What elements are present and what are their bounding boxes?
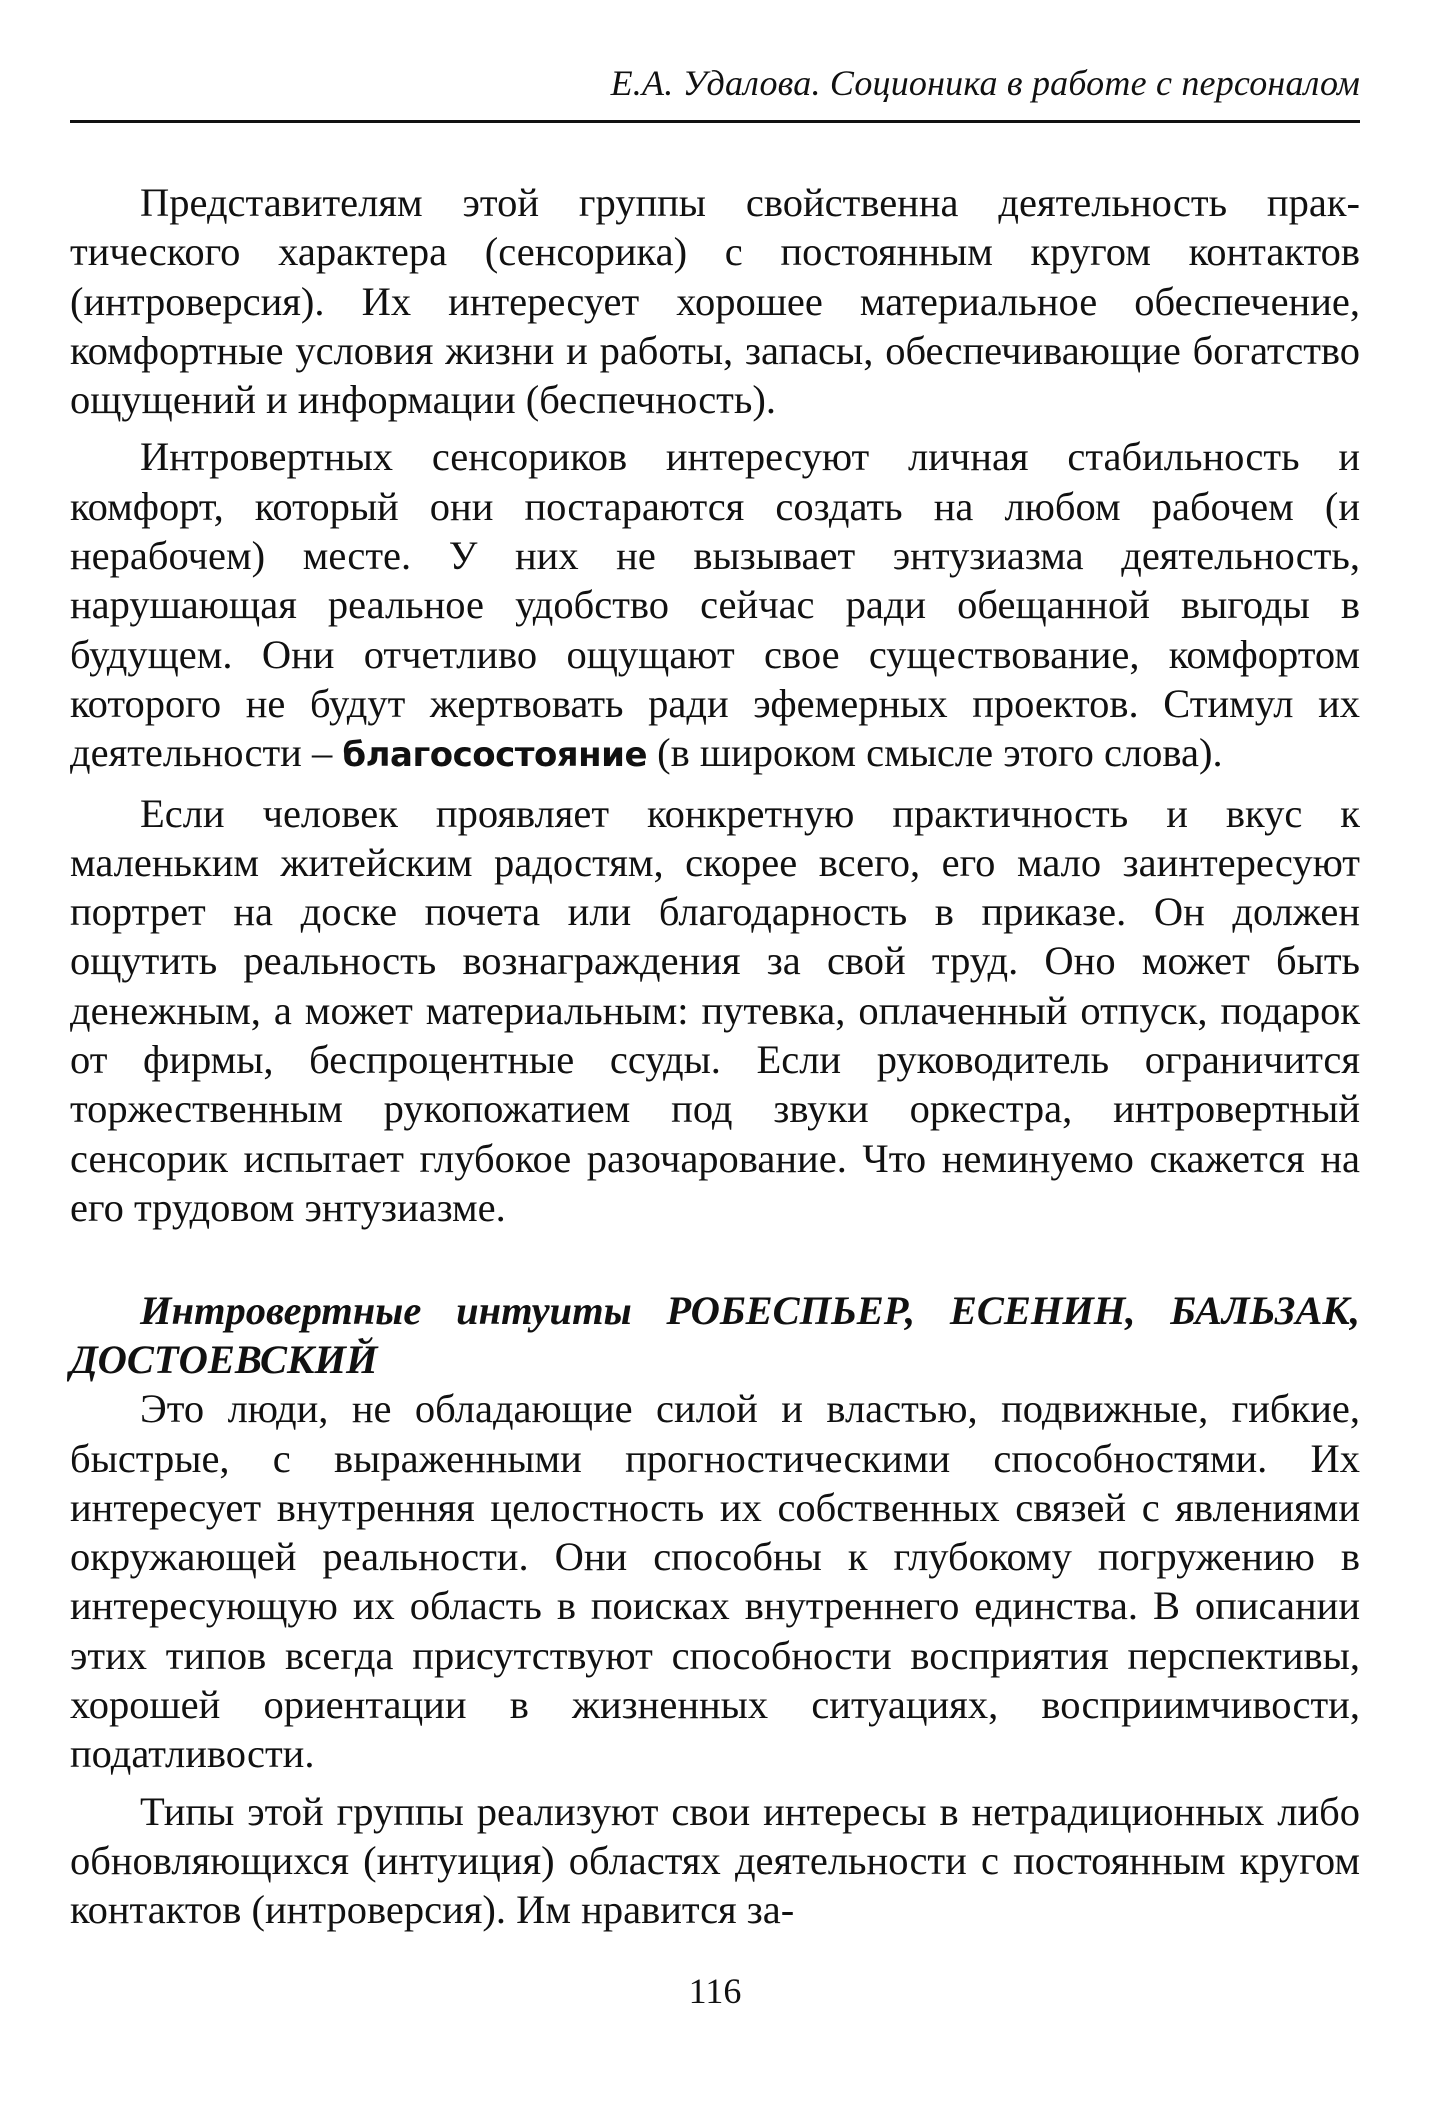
page-number: 116 [688,1971,742,2011]
running-header: Е.А. Удалова. Соционика в работе с персоналом [610,63,1360,103]
emphasis-wellbeing: благосостояние [342,735,648,776]
paragraph-5: Типы этой группы реализуют свои интересы в нетрадиционных либо обновляющихся (интуиция) областях деятельности с постоянным кругом контактов (интроверсия). Им нравится за- [70,1788,1360,1933]
body-text [70,178,1360,1935]
header-rule [70,120,1360,123]
paragraph-4: Это люди, не обладающие силой и властью, подвижные, гибкие, быстрые, с выраженными прогностическими способностями. Их интересует внутренняя целостность их собственных связей с явлениями окружающей реальности. Они способны к глубокому погружению в интересующую их область в поисках внутреннего единства. В описании этих типов всегда присутствуют способности восприятия перспективы, хорошей ориентации в жизненных ситуациях, восприимчивости, податливости. [70,1386,1360,1777]
book-page [70,0,1360,2111]
paragraph-2 [70,432,1360,780]
paragraph-3: Если человек проявляет конкретную практичность и вкус к маленьким житейским радостям, скорее всего, его мало заинтересуют портрет на доске почета или благодарность в приказе. Он должен ощутить реальность вознаграждения за свой труд. Оно может быть денежным, а может материальным: путевка, оплаченный отпуск, подарок от фирмы, беспроцентные ссуды. Если руководитель ограничится торжественным рукопожатием под звуки оркестра, интровертный сенсорик испытает глубокое разочарование. Что неминуемо скажется на его трудовом энтузиазме. [70,790,1360,1230]
paragraph-1: Представителям этой группы свойственна деятельность практического характера (сенсорика) с постоянным кругом контактов (интроверсия). Их интересует хорошее материальное обеспечение, комфортные условия жизни и работы, запасы, обеспечивающие богатство ощущений и информации (беспечность). [70,180,1360,423]
section-heading: Интровертные интуиты РОБЕСПЬЕР, ЕСЕНИН, БАЛЬЗАК, ДОСТОЕВСКИЙ [70,1288,1360,1383]
paragraph-2-text-a: Интровертных сенсориков интересуют личная стабильность и комфорт, который они постараются создать на любом рабочем (и нерабочем) месте. У них не вызывает энтузиазма деятельность, нарушающая реальное удобство сейчас ради обещанной выгоды в будущем. Они отчетливо ощущают свое существование, комфортом которого не будут жертвовать ради эфемерных проектов. Стимул их деятельности – [70,434,1360,776]
paragraph-2-text-b: (в широком смысле этого слова). [647,730,1223,776]
